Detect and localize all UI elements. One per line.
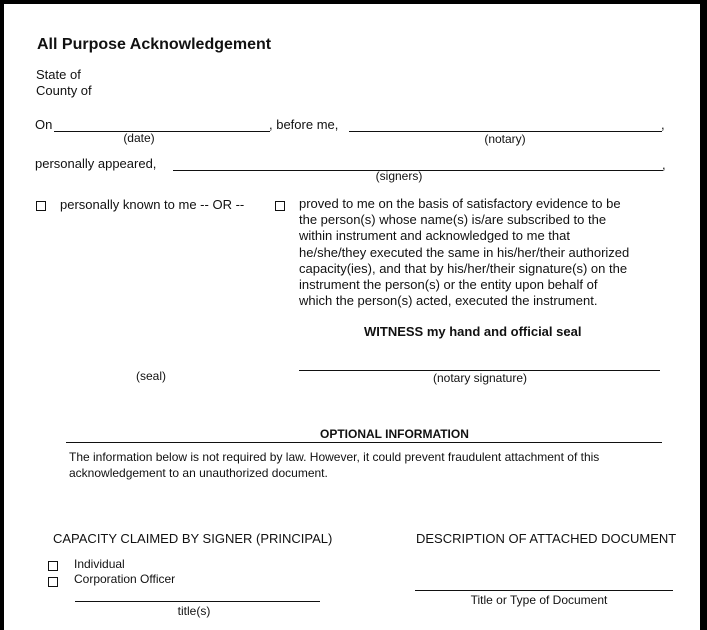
capacity-heading: CAPACITY CLAIMED BY SIGNER (PRINCIPAL) <box>53 531 333 546</box>
proved-evidence-text <box>299 196 679 309</box>
proved-evidence-checkbox[interactable] <box>275 201 285 211</box>
proved-evidence-line: instrument the person(s) or the entity upon behalf of <box>299 277 598 293</box>
before-me-label: , before me, <box>269 117 339 132</box>
venue-end-comma: , <box>661 117 665 132</box>
signers-caption: (signers) <box>375 169 423 183</box>
acknowledgement-form <box>4 4 700 630</box>
seal-caption: (seal) <box>136 369 167 383</box>
personally-known-checkbox[interactable] <box>36 201 46 211</box>
proved-evidence-line: he/she/they executed the same in his/her/their authorized <box>299 244 630 260</box>
proved-evidence-line: the person(s) whose name(s) is/are subscribed to the <box>299 212 607 228</box>
individual-label: Individual <box>74 557 125 571</box>
witness-heading: WITNESS my hand and official seal <box>364 324 582 339</box>
optional-info-divider <box>66 442 662 443</box>
county-label: County of <box>36 83 92 98</box>
state-label: State of <box>36 67 81 82</box>
personally-known-label: personally known to me -- OR -- <box>60 197 245 212</box>
individual-checkbox[interactable] <box>48 561 58 571</box>
notary-caption: (notary) <box>484 132 526 146</box>
optional-info-notice-line: acknowledgement to an unauthorized document. <box>69 466 328 480</box>
document-title-field[interactable] <box>415 590 673 591</box>
optional-info-heading: OPTIONAL INFORMATION <box>320 427 469 441</box>
optional-info-notice-line: The information below is not required by law. However, it could prevent fraudulent attachment of this <box>69 450 600 464</box>
corporation-officer-label: Corporation Officer <box>74 572 176 586</box>
signers-end-comma: , <box>662 157 666 172</box>
proved-evidence-line: proved to me on the basis of satisfactory evidence to be <box>299 196 621 211</box>
corporation-officer-checkbox[interactable] <box>48 577 58 587</box>
date-caption: (date) <box>123 131 155 145</box>
proved-evidence-line: within instrument and acknowledged to me that <box>299 228 570 244</box>
document-description-heading: DESCRIPTION OF ATTACHED DOCUMENT <box>416 531 677 546</box>
proved-evidence-line: capacity(ies), and that by his/her/their signature(s) on the <box>299 260 628 276</box>
proved-evidence-line: which the person(s) acted, executed the instrument. <box>299 293 598 309</box>
officer-title-caption: title(s) <box>177 604 211 618</box>
notary-signature-caption: (notary signature) <box>432 371 528 385</box>
form-title: All Purpose Acknowledgement <box>37 36 272 53</box>
personally-appeared-label: personally appeared, <box>35 156 157 171</box>
officer-title-field[interactable] <box>75 601 320 602</box>
on-label: On <box>35 117 53 132</box>
document-title-caption: Title or Type of Document <box>470 593 608 607</box>
optional-info-notice <box>69 449 669 481</box>
